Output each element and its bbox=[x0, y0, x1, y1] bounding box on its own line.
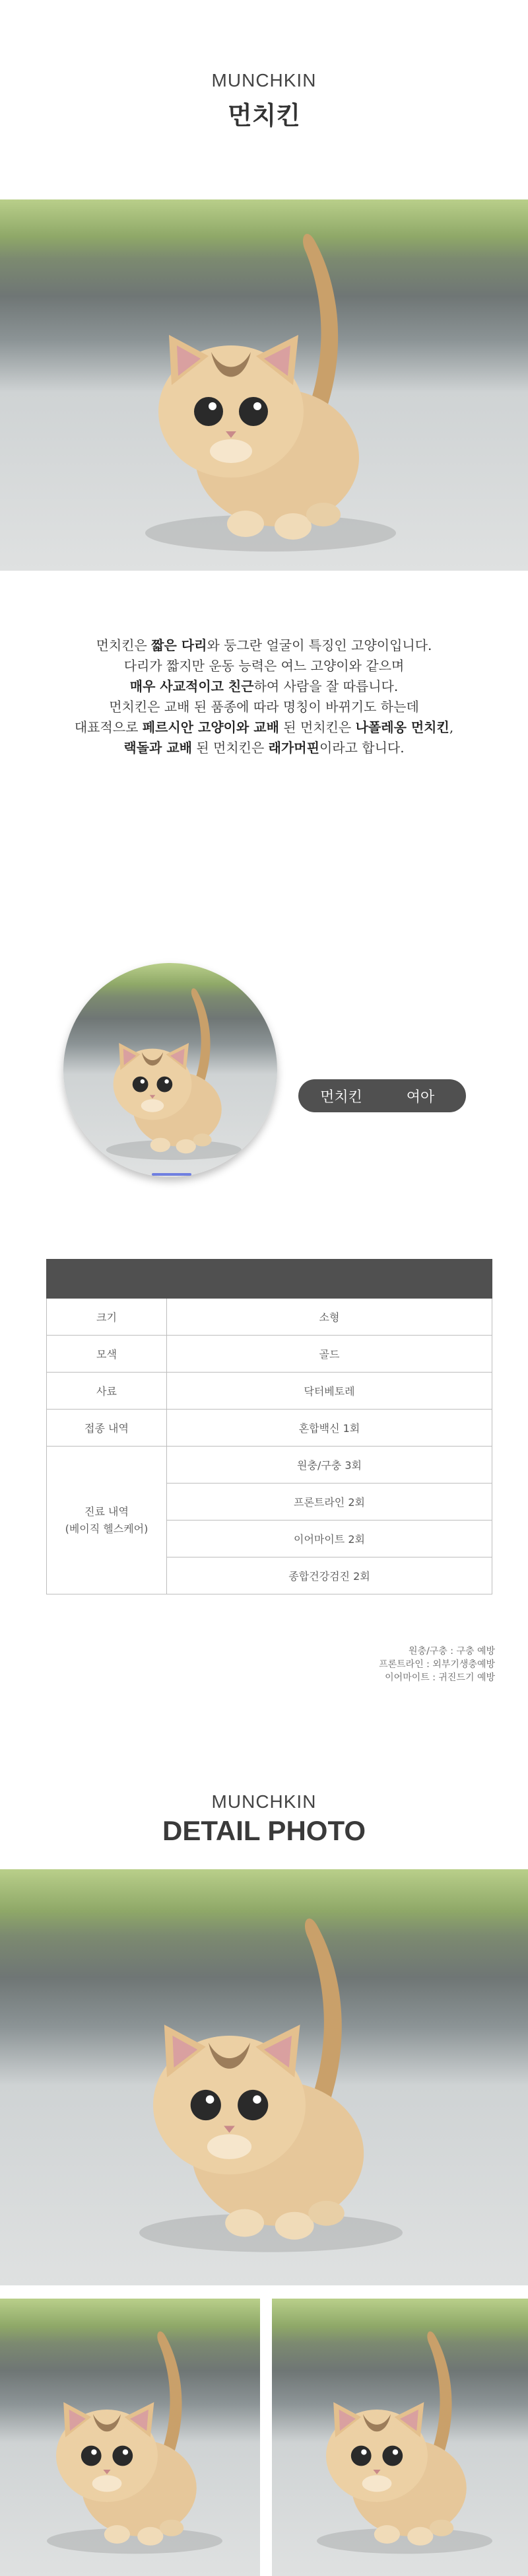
description-line bbox=[0, 656, 528, 676]
detail-title-en: MUNCHKIN bbox=[211, 1791, 317, 1812]
medical-key-line2: (베이직 헬스케어) bbox=[65, 1522, 148, 1535]
description-text: 하여 사람을 잘 따릅니다. bbox=[253, 678, 399, 694]
table-value: 골드 bbox=[167, 1336, 492, 1373]
table-value: 소형 bbox=[167, 1299, 492, 1336]
kitten-illustration bbox=[272, 2299, 528, 2576]
description-text: 와 둥그란 얼굴이 특징인 고양이입니다. bbox=[207, 637, 432, 653]
table-row bbox=[47, 1299, 492, 1336]
description-text: 다리가 짧지만 운동 능력은 여느 고양이와 같으며 bbox=[123, 658, 405, 674]
table-value: 종합건강검진 2회 bbox=[167, 1557, 492, 1594]
description-line bbox=[0, 717, 528, 738]
table-value: 닥터베토레 bbox=[167, 1373, 492, 1410]
description-line bbox=[0, 697, 528, 717]
description-line bbox=[0, 676, 528, 697]
kitten-photo-detail-large bbox=[0, 1869, 528, 2285]
table-row bbox=[47, 1410, 492, 1447]
medical-key-line1: 진료 내역 bbox=[84, 1505, 129, 1518]
profile-gender: 여아 bbox=[406, 1089, 435, 1106]
table-header-row bbox=[47, 1260, 492, 1299]
description-text: 이라고 합니다. bbox=[319, 740, 405, 756]
circle-accent-bar bbox=[152, 1173, 191, 1176]
kitten-illustration bbox=[0, 2299, 260, 2576]
header-title-en: MUNCHKIN bbox=[211, 70, 317, 90]
description-bold: 래가머핀 bbox=[268, 740, 319, 756]
table-row bbox=[47, 1336, 492, 1373]
profile-breed: 먼치킨 bbox=[320, 1089, 362, 1106]
note-item: 이어마이트 : 귀진드기 예방 bbox=[385, 1672, 495, 1683]
table-row bbox=[47, 1373, 492, 1410]
table-value: 이어마이트 2회 bbox=[167, 1521, 492, 1557]
kitten-illustration bbox=[63, 963, 277, 1177]
breed-description bbox=[0, 635, 528, 758]
detail-title: DETAIL PHOTO bbox=[162, 1815, 366, 1846]
description-text: 된 먼치킨은 bbox=[191, 740, 269, 756]
table-row bbox=[47, 1447, 492, 1484]
description-text: , bbox=[449, 719, 454, 735]
description-text: 먼치킨은 bbox=[96, 637, 152, 653]
table-value: 원충/구충 3회 bbox=[167, 1447, 492, 1484]
note-item: 프론트라인 : 외부기생충예방 bbox=[379, 1659, 495, 1670]
kitten-photo-main bbox=[0, 199, 528, 571]
description-bold: 매우 사교적이고 친근 bbox=[129, 678, 254, 694]
kitten-photo-detail-left bbox=[0, 2299, 260, 2576]
table-key: 사료 bbox=[47, 1373, 167, 1410]
profile-pill bbox=[298, 1079, 466, 1112]
description-line bbox=[0, 635, 528, 656]
table-value: 혼합백신 1회 bbox=[167, 1410, 492, 1447]
header-title-ko: 먼치킨 bbox=[227, 101, 301, 130]
table-key: 모색 bbox=[47, 1336, 167, 1373]
description-text: 된 먼치킨은 bbox=[279, 719, 356, 735]
kitten-illustration bbox=[0, 199, 528, 571]
table-key: 크기 bbox=[47, 1299, 167, 1336]
note-item: 원충/구충 : 구충 예방 bbox=[409, 1646, 495, 1657]
description-line bbox=[0, 738, 528, 758]
info-table bbox=[46, 1259, 492, 1594]
description-bold: 나폴레옹 먼치킨 bbox=[355, 719, 449, 735]
notes bbox=[379, 1645, 495, 1684]
kitten-photo-detail-right bbox=[272, 2299, 528, 2576]
table-key-medical bbox=[47, 1447, 167, 1594]
kitten-photo-circle bbox=[63, 963, 277, 1177]
description-text: 먼치킨은 교배 된 품종에 따라 명칭이 바뀌기도 하는데 bbox=[109, 699, 419, 715]
table-value: 프론트라인 2회 bbox=[167, 1484, 492, 1521]
description-text: 대표적으로 bbox=[74, 719, 143, 735]
description-bold: 페르시안 고양이와 교배 bbox=[142, 719, 279, 735]
table-key: 접종 내역 bbox=[47, 1410, 167, 1447]
description-bold: 짧은 다리 bbox=[151, 637, 207, 653]
description-bold: 랙돌과 교배 bbox=[123, 740, 192, 756]
kitten-illustration bbox=[0, 1869, 528, 2285]
